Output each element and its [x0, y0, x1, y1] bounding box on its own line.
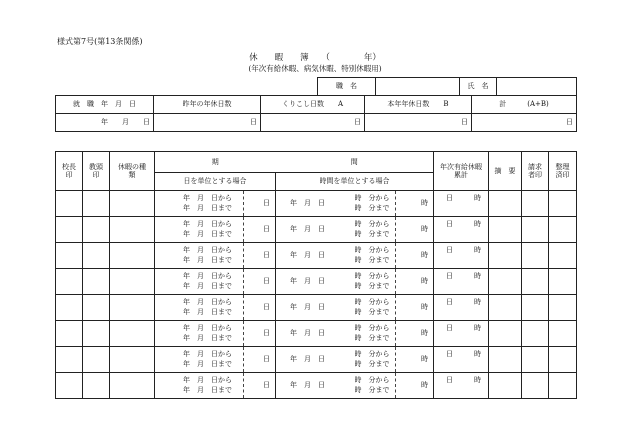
day-count-cell[interactable]: 日 [244, 243, 276, 269]
table-row [56, 243, 577, 269]
day-count-cell[interactable]: 日 [244, 217, 276, 243]
requester-seal-cell[interactable] [522, 269, 549, 295]
cumulative-cell[interactable]: 日 時 [434, 295, 489, 321]
requester-seal-cell[interactable] [522, 243, 549, 269]
remarks-cell[interactable] [489, 191, 522, 217]
hour-count-cell[interactable]: 時 [396, 269, 434, 295]
vice-principal-seal-header: 教頭印 [83, 152, 110, 191]
vice-principal-seal-cell[interactable] [83, 191, 110, 217]
vice-principal-seal-cell[interactable] [83, 269, 110, 295]
document-title: 休 暇 簿 （ 年） [249, 53, 381, 63]
day-count-cell[interactable]: 日 [244, 295, 276, 321]
cumulative-cell[interactable]: 日 時 [434, 321, 489, 347]
vice-principal-seal-cell[interactable] [83, 295, 110, 321]
day-range-cell[interactable]: 年 月 日から 年 月 日まで [155, 217, 244, 243]
by-hour-header: 時間を単位とする場合 [276, 173, 434, 191]
day-range-cell[interactable]: 年 月 日から 年 月 日まで [155, 347, 244, 373]
processed-seal-cell[interactable] [549, 295, 577, 321]
hour-range-cell[interactable]: 時 分から 時 分まで [351, 269, 396, 295]
processed-seal-cell[interactable] [549, 243, 577, 269]
staff-info-table [317, 77, 577, 96]
vice-principal-seal-cell[interactable] [83, 321, 110, 347]
principal-seal-cell[interactable] [56, 373, 83, 399]
remarks-cell[interactable] [489, 217, 522, 243]
day-count-cell[interactable]: 日 [244, 373, 276, 399]
cumulative-cell[interactable]: 日 時 [434, 269, 489, 295]
hour-count-cell[interactable]: 時 [396, 191, 434, 217]
remarks-cell[interactable] [489, 243, 522, 269]
requester-seal-cell[interactable] [522, 217, 549, 243]
hour-count-cell[interactable]: 時 [396, 217, 434, 243]
day-range-cell[interactable]: 年 月 日から 年 月 日まで [155, 269, 244, 295]
total-header: 計 (A+B) [472, 96, 577, 114]
table-row [56, 217, 577, 243]
hour-range-cell[interactable]: 時 分から 時 分まで [351, 373, 396, 399]
document-subtitle: (年次有給休暇、病気休暇、特別休暇用) [248, 64, 382, 73]
vice-principal-seal-cell[interactable] [83, 243, 110, 269]
processed-seal-cell[interactable] [549, 321, 577, 347]
principal-seal-header: 校長印 [56, 152, 83, 191]
day-range-cell[interactable]: 年 月 日から 年 月 日まで [155, 321, 244, 347]
hour-count-cell[interactable]: 時 [396, 347, 434, 373]
hour-date-cell[interactable]: 年 月 日 [276, 373, 351, 399]
requester-seal-cell[interactable] [522, 191, 549, 217]
hour-count-cell[interactable]: 時 [396, 321, 434, 347]
form-number: 様式第7号(第13条関係) [57, 37, 143, 46]
principal-seal-cell[interactable] [56, 347, 83, 373]
carryover-header: くりこし日数 A [261, 96, 365, 114]
day-count-cell[interactable]: 日 [244, 347, 276, 373]
remarks-cell[interactable] [489, 295, 522, 321]
cumulative-cell[interactable]: 日 時 [434, 373, 489, 399]
vice-principal-seal-cell[interactable] [83, 347, 110, 373]
leave-type-cell[interactable] [110, 347, 155, 373]
table-row [56, 191, 577, 217]
leave-type-header: 休暇の種 類 [110, 152, 155, 191]
hour-date-cell[interactable]: 年 月 日 [276, 243, 351, 269]
vice-principal-seal-cell[interactable] [83, 373, 110, 399]
day-count-cell[interactable]: 日 [244, 191, 276, 217]
day-range-cell[interactable]: 年 月 日から 年 月 日まで [155, 243, 244, 269]
leave-record-table [55, 151, 577, 399]
vice-principal-seal-cell[interactable] [83, 217, 110, 243]
day-range-cell[interactable]: 年 月 日から 年 月 日まで [155, 191, 244, 217]
job-title-label: 職 名 [318, 78, 376, 96]
processed-seal-cell[interactable] [549, 269, 577, 295]
hire-date-header: 就 職 年 月 日 [56, 96, 154, 114]
hour-range-cell[interactable]: 時 分から 時 分まで [351, 347, 396, 373]
name-field[interactable] [497, 78, 577, 96]
hour-date-cell[interactable]: 年 月 日 [276, 347, 351, 373]
requester-seal-cell[interactable] [522, 373, 549, 399]
day-range-cell[interactable]: 年 月 日から 年 月 日まで [155, 373, 244, 399]
requester-seal-cell[interactable] [522, 347, 549, 373]
hour-range-cell[interactable]: 時 分から 時 分まで [351, 191, 396, 217]
cumulative-cell[interactable]: 日 時 [434, 347, 489, 373]
processed-seal-cell[interactable] [549, 373, 577, 399]
leave-type-cell[interactable] [110, 295, 155, 321]
period-header-right: 間 [276, 152, 434, 173]
principal-seal-cell[interactable] [56, 295, 83, 321]
processed-seal-cell[interactable] [549, 347, 577, 373]
hire-date-field[interactable]: 年 月 日 [56, 114, 154, 132]
hour-date-cell[interactable]: 年 月 日 [276, 191, 351, 217]
table-row [56, 269, 577, 295]
carryover-field[interactable]: 日 [261, 114, 365, 132]
remarks-cell[interactable] [489, 373, 522, 399]
cumulative-cell[interactable]: 日 時 [434, 191, 489, 217]
principal-seal-cell[interactable] [56, 243, 83, 269]
hour-date-cell[interactable]: 年 月 日 [276, 269, 351, 295]
table-row [56, 321, 577, 347]
requester-seal-cell[interactable] [522, 295, 549, 321]
remarks-cell[interactable] [489, 269, 522, 295]
cumulative-cell[interactable]: 日 時 [434, 217, 489, 243]
this-year-days-field[interactable]: 日 [365, 114, 472, 132]
principal-seal-cell[interactable] [56, 269, 83, 295]
hour-date-cell[interactable]: 年 月 日 [276, 321, 351, 347]
hour-range-cell[interactable]: 時 分から 時 分まで [351, 217, 396, 243]
processed-seal-cell[interactable] [549, 191, 577, 217]
prev-year-days-header: 昨年の年休日数 [154, 96, 261, 114]
total-field[interactable]: 日 [472, 114, 577, 132]
processed-seal-header: 整理済印 [549, 152, 577, 191]
hour-count-cell[interactable]: 時 [396, 373, 434, 399]
this-year-days-header: 本年年休日数 B [365, 96, 472, 114]
table-row [56, 295, 577, 321]
period-header-left: 期 [155, 152, 276, 173]
annual-leave-table [55, 95, 577, 132]
day-range-cell[interactable]: 年 月 日から 年 月 日まで [155, 295, 244, 321]
cumulative-header: 年次有給休暇累計 [434, 152, 489, 191]
leave-type-cell[interactable] [110, 191, 155, 217]
requester-seal-header: 請求者印 [522, 152, 549, 191]
hour-date-cell[interactable]: 年 月 日 [276, 217, 351, 243]
principal-seal-cell[interactable] [56, 321, 83, 347]
hour-count-cell[interactable]: 時 [396, 295, 434, 321]
leave-type-cell[interactable] [110, 217, 155, 243]
principal-seal-cell[interactable] [56, 217, 83, 243]
name-label: 氏 名 [460, 78, 497, 96]
hour-count-cell[interactable]: 時 [396, 243, 434, 269]
by-day-header: 日を単位とする場合 [155, 173, 276, 191]
day-count-cell[interactable]: 日 [244, 321, 276, 347]
prev-year-days-field[interactable]: 日 [154, 114, 261, 132]
hour-range-cell[interactable]: 時 分から 時 分まで [351, 243, 396, 269]
leave-type-cell[interactable] [110, 373, 155, 399]
leave-type-cell[interactable] [110, 269, 155, 295]
leave-type-cell[interactable] [110, 243, 155, 269]
table-row [56, 373, 577, 399]
requester-seal-cell[interactable] [522, 321, 549, 347]
day-count-cell[interactable]: 日 [244, 269, 276, 295]
hour-range-cell[interactable]: 時 分から 時 分まで [351, 295, 396, 321]
hour-range-cell[interactable]: 時 分から 時 分まで [351, 321, 396, 347]
table-row [56, 347, 577, 373]
remarks-cell[interactable] [489, 321, 522, 347]
hour-date-cell[interactable]: 年 月 日 [276, 295, 351, 321]
remarks-header: 摘 要 [489, 152, 522, 191]
principal-seal-cell[interactable] [56, 191, 83, 217]
processed-seal-cell[interactable] [549, 217, 577, 243]
leave-type-cell[interactable] [110, 321, 155, 347]
job-title-field[interactable] [376, 78, 460, 96]
remarks-cell[interactable] [489, 347, 522, 373]
cumulative-cell[interactable]: 日 時 [434, 243, 489, 269]
